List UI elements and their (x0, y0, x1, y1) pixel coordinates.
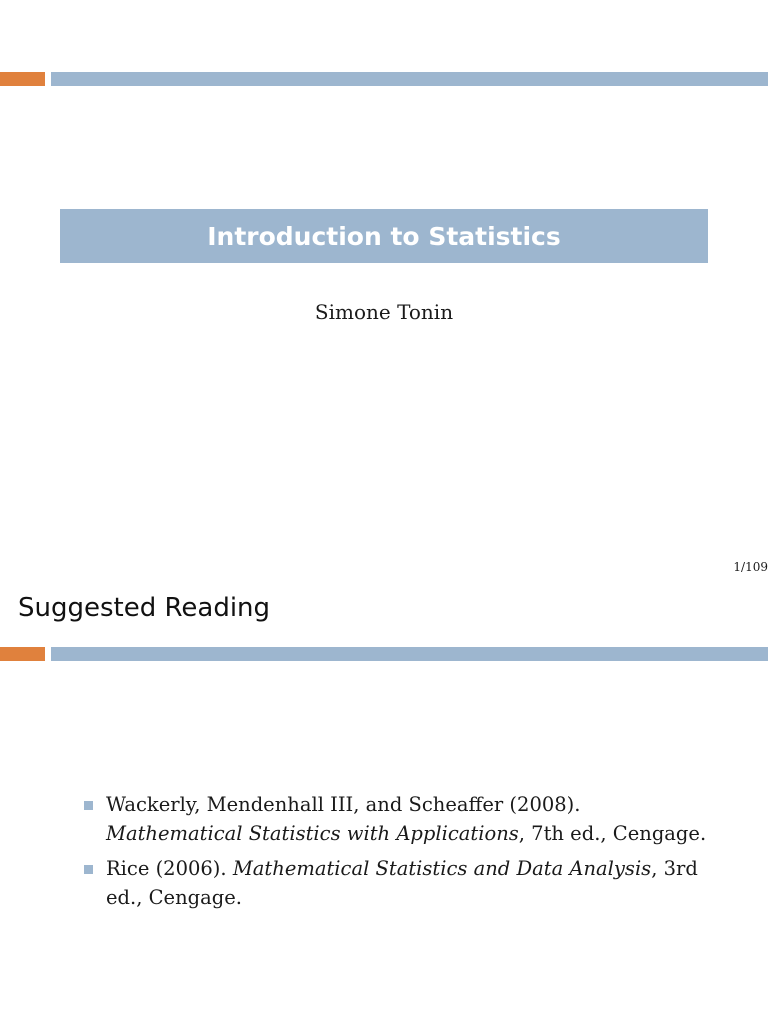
presentation-title-box (60, 209, 708, 263)
reference-lead: Wackerly, Mendenhall III, and Scheaffer (2008). (106, 793, 581, 816)
list-item (84, 854, 724, 912)
header-accent-blue-bar (51, 647, 768, 661)
square-bullet-icon (84, 801, 93, 810)
header-accent-blue-bar (51, 72, 768, 86)
reading-slide (0, 585, 768, 1024)
reference-tail: , 3rd ed., Cengage. (106, 857, 698, 909)
square-bullet-icon (84, 865, 93, 874)
reference-list (84, 790, 724, 918)
header-accent-orange-bar (0, 647, 45, 661)
author-name: Simone Tonin (314, 300, 454, 324)
reference-tail: , 7th ed., Cengage. (518, 822, 707, 845)
reference-book-title: Mathematical Statistics and Data Analysis (232, 857, 652, 880)
list-item (84, 790, 724, 848)
header-accent-orange-bar (0, 72, 45, 86)
presentation-title: Introduction to Statistics (207, 221, 561, 251)
reference-book-title: Mathematical Statistics with Applications (106, 822, 519, 845)
frame-title: Suggested Reading (18, 593, 271, 623)
reference-lead: Rice (2006). (106, 857, 227, 880)
page-number: 1/109 (733, 560, 768, 574)
